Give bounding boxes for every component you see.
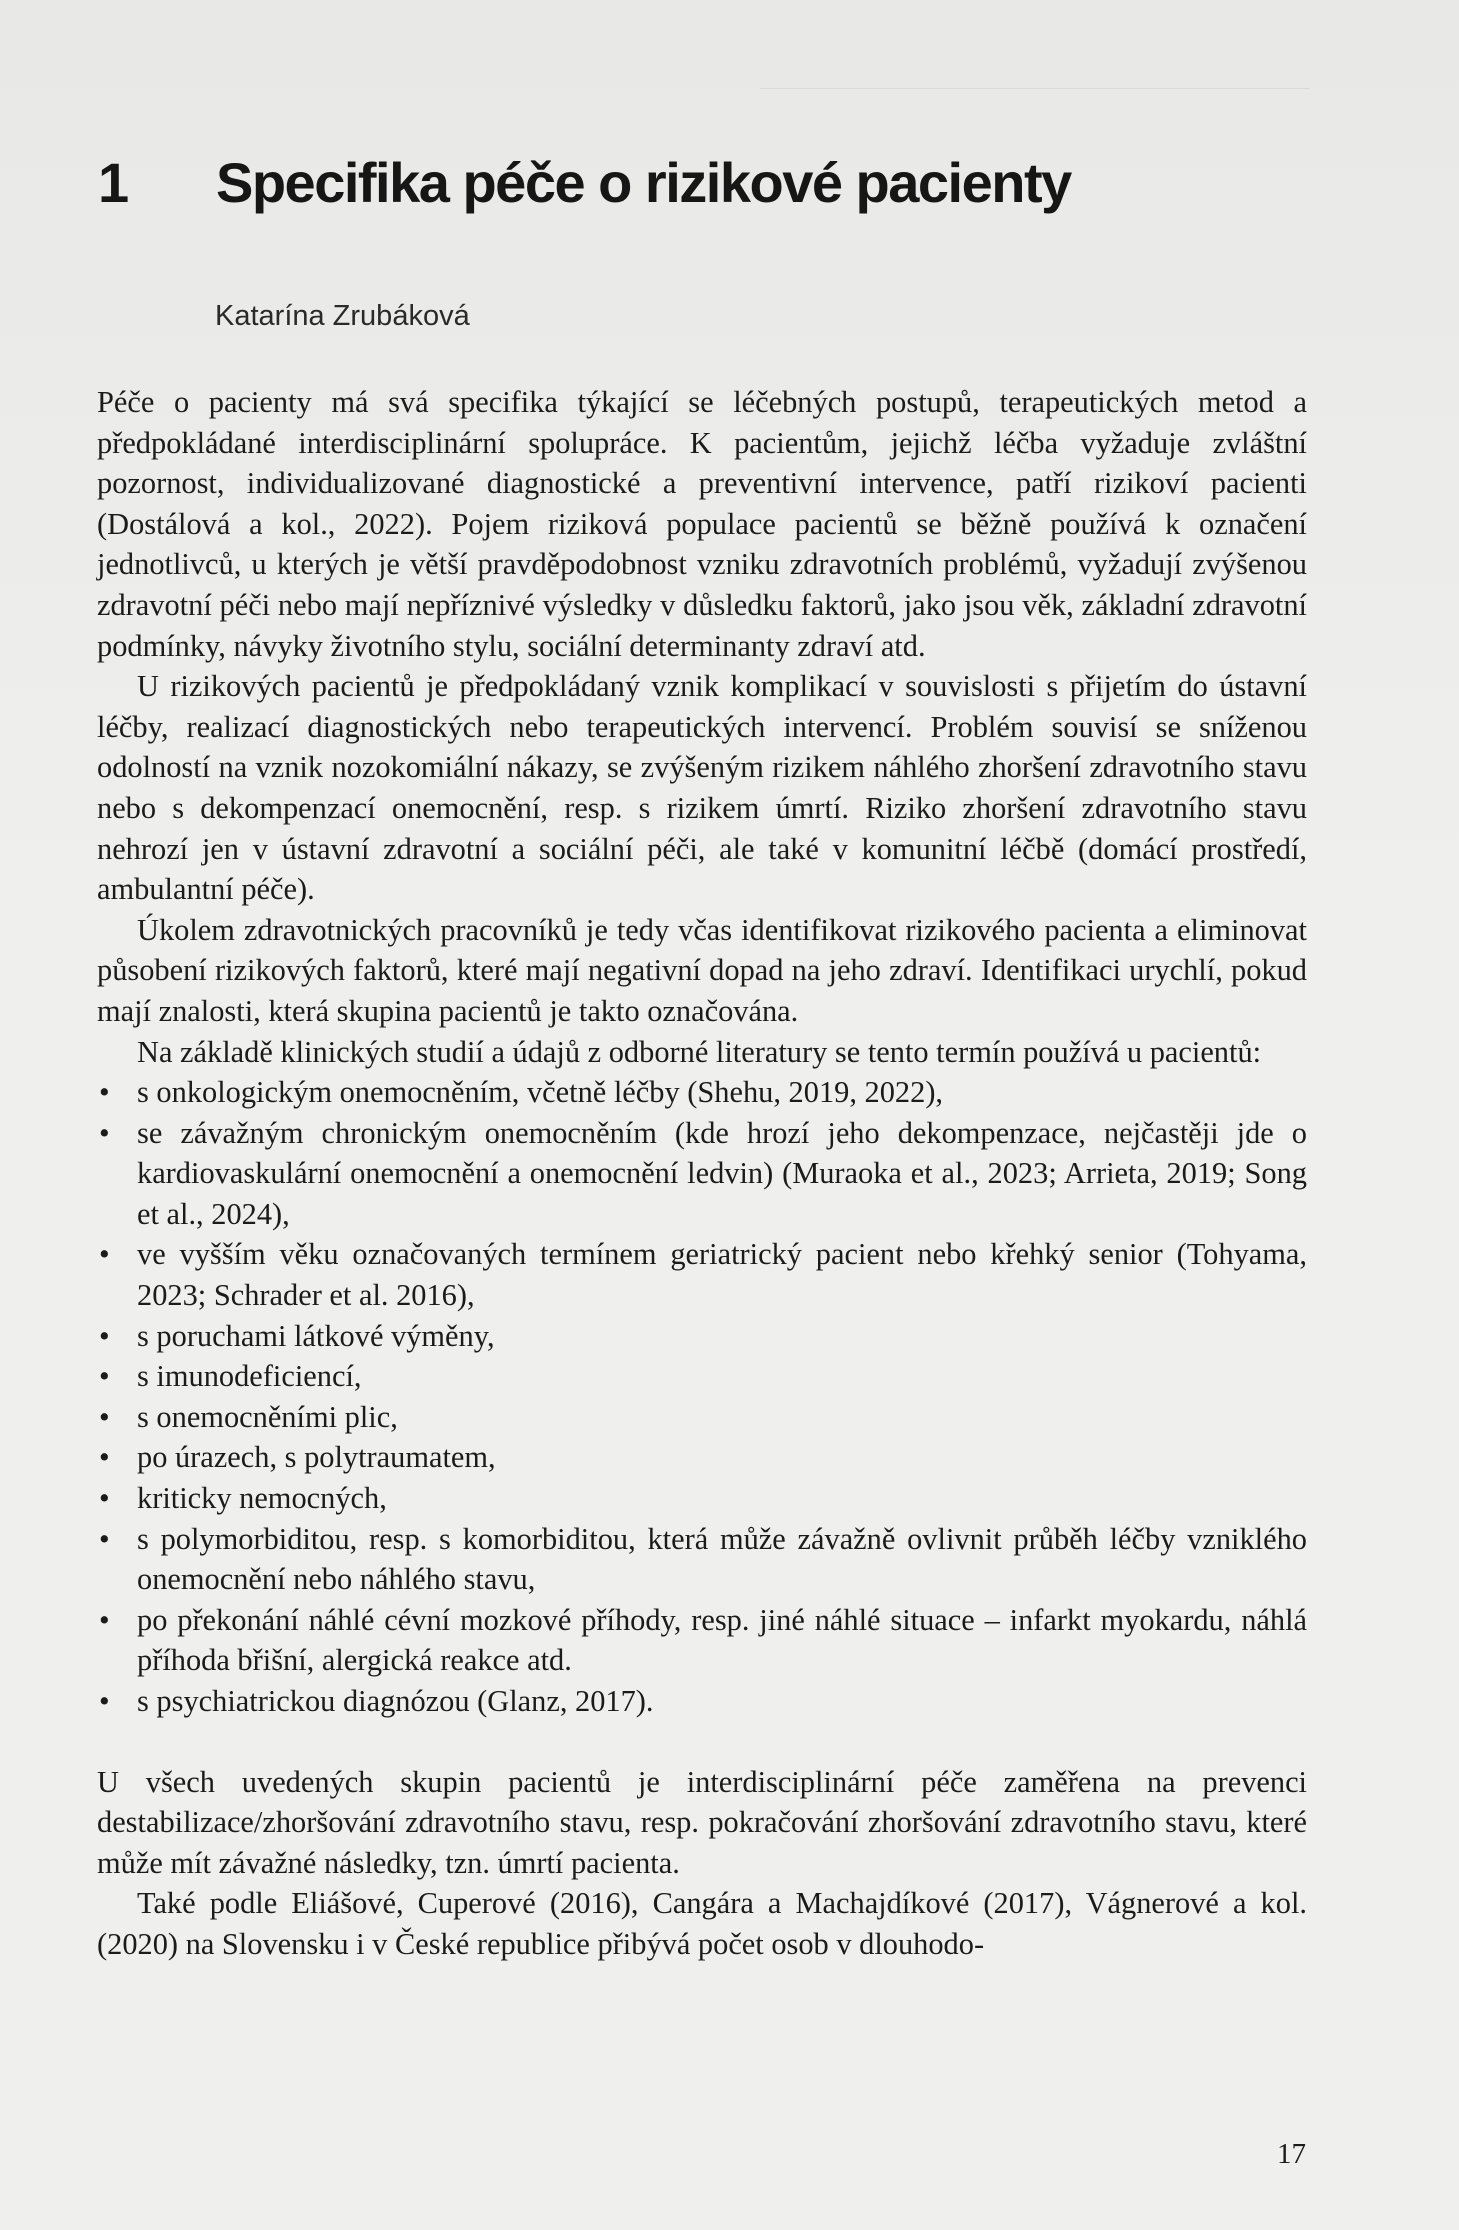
list-item-text: s polymorbiditou, resp. s komorbiditou, která může závažně ovlivnit průběh léčby vzniklého onemocnění nebo náhlého stavu, [137, 1521, 1307, 1597]
chapter-title: Specifika péče o rizikové pacienty [216, 151, 1071, 214]
running-header-rule [760, 88, 1310, 89]
paragraph-2: U rizikových pacientů je předpokládaný vznik komplikací v souvislosti s přijetím do ústavní léčby, realizací diagnostických nebo terapeutických intervencí. Problém souvisí se sníženou odolností na vznik nozokomiální nákazy, se zvýšeným rizikem náhlého zhoršení zdravotního stavu nebo s dekompenzací onemocnění, resp. s rizikem úmrtí. Riziko zhoršení zdravotního stavu nehrozí jen v ústavní zdravotní a sociální péči, ale také v komunitní léčbě (domácí prostředí, ambulantní péče). [97, 669, 1307, 907]
chapter-number: 1 [98, 151, 128, 214]
risk-patient-list [97, 1072, 1307, 1722]
list-item [97, 1519, 1307, 1600]
paragraph-3: Úkolem zdravotnických pracovníků je tedy včas identifikovat rizikového pacienta a eliminovat působení rizikových faktorů, které mají negativní dopad na jeho zdraví. Identifikaci urychlí, pokud mají znalosti, která skupina pacientů je takto označována. [97, 912, 1307, 1028]
chapter-body [97, 382, 1307, 1965]
list-item-text: s onkologickým onemocněním, včetně léčby (Shehu, 2019, 2022), [137, 1075, 944, 1110]
closing-paragraph-2: Také podle Eliášové, Cuperové (2016), Cangára a Machajdíkové (2017), Vágnerové a kol. (2020) na Slovensku i v České republice přibývá počet osob v dlouhodo- [97, 1886, 1307, 1961]
list-item-text: s onemocněními plic, [137, 1399, 398, 1434]
list-item [97, 1072, 1307, 1113]
list-item-text: po úrazech, s polytraumatem, [137, 1440, 496, 1475]
list-item [97, 1113, 1307, 1235]
list-item-text: se závažným chronickým onemocněním (kde hrozí jeho dekompenzace, nejčastěji jde o kardiovaskulární onemocnění a onemocnění ledvin) (Muraoka et al., 2023; Arrieta, 2019; Song et al., 2024), [137, 1115, 1307, 1231]
bullet-icon: • [99, 1521, 110, 1556]
list-item [97, 1397, 1307, 1438]
list-item [97, 1681, 1307, 1722]
paragraph-1: Péče o pacienty má svá specifika týkající se léčebných postupů, terapeutických metod a předpokládané interdisciplinární spolupráce. K pacientům, jejichž léčba vyžaduje zvláštní pozornost, individualizované diagnostické a preventivní intervence, patří rizikoví pacienti (Dostálová a kol., 2022). Pojem riziková populace pacientů se běžně používá k označení jednotlivců, u kterých je větší pravděpodobnost vzniku zdravotních problémů, vyžadují zvýšenou zdravotní péči nebo mají nepříznivé výsledky v důsledku faktorů, jako jsou věk, základní zdravotní podmínky, návyky životního stylu, sociální determinanty zdraví atd. [97, 385, 1307, 663]
list-item-text: s psychiatrickou diagnózou (Glanz, 2017). [137, 1684, 654, 1718]
chapter-heading [98, 150, 1298, 240]
bullet-icon: • [99, 1602, 110, 1637]
list-item [97, 1316, 1307, 1357]
page-number: 17 [1277, 2138, 1306, 2170]
list-item-text: s poruchami látkové výměny, [137, 1318, 495, 1353]
bullet-icon: • [99, 1359, 110, 1394]
bullet-icon: • [99, 1318, 110, 1353]
list-item [97, 1234, 1307, 1315]
bullet-icon: • [99, 1115, 110, 1150]
list-item-text: kriticky nemocných, [137, 1481, 387, 1516]
bullet-icon: • [99, 1440, 110, 1475]
bullet-icon: • [99, 1399, 110, 1434]
paragraph-4: Na základě klinických studií a údajů z odborné literatury se tento termín používá u pacientů: [137, 1034, 1262, 1069]
bullet-icon: • [99, 1237, 110, 1272]
closing-paragraph-1: U všech uvedených skupin pacientů je interdisciplinární péče zaměřena na prevenci destabilizace/zhoršování zdravotního stavu, resp. pokračování zhoršování zdravotního stavu, které může mít závažné následky, tzn. úmrtí pacienta. [97, 1764, 1307, 1880]
bullet-icon: • [99, 1075, 110, 1110]
list-item [97, 1600, 1307, 1681]
chapter-author: Katarína Zrubáková [215, 300, 470, 332]
list-item [97, 1356, 1307, 1397]
section-spacer [97, 1722, 1307, 1762]
list-item [97, 1478, 1307, 1519]
list-item [97, 1437, 1307, 1478]
list-item-text: po překonání náhlé cévní mozkové příhody, resp. jiné náhlé situace – infarkt myokardu, náhlá příhoda břišní, alergická reakce atd. [137, 1602, 1307, 1678]
bullet-icon: • [99, 1684, 110, 1718]
list-item-text: ve vyšším věku označovaných termínem geriatrický pacient nebo křehký senior (Tohyama, 2023; Schrader et al. 2016), [137, 1237, 1307, 1313]
bullet-icon: • [99, 1481, 110, 1516]
list-item-text: s imunodeficiencí, [137, 1359, 362, 1394]
